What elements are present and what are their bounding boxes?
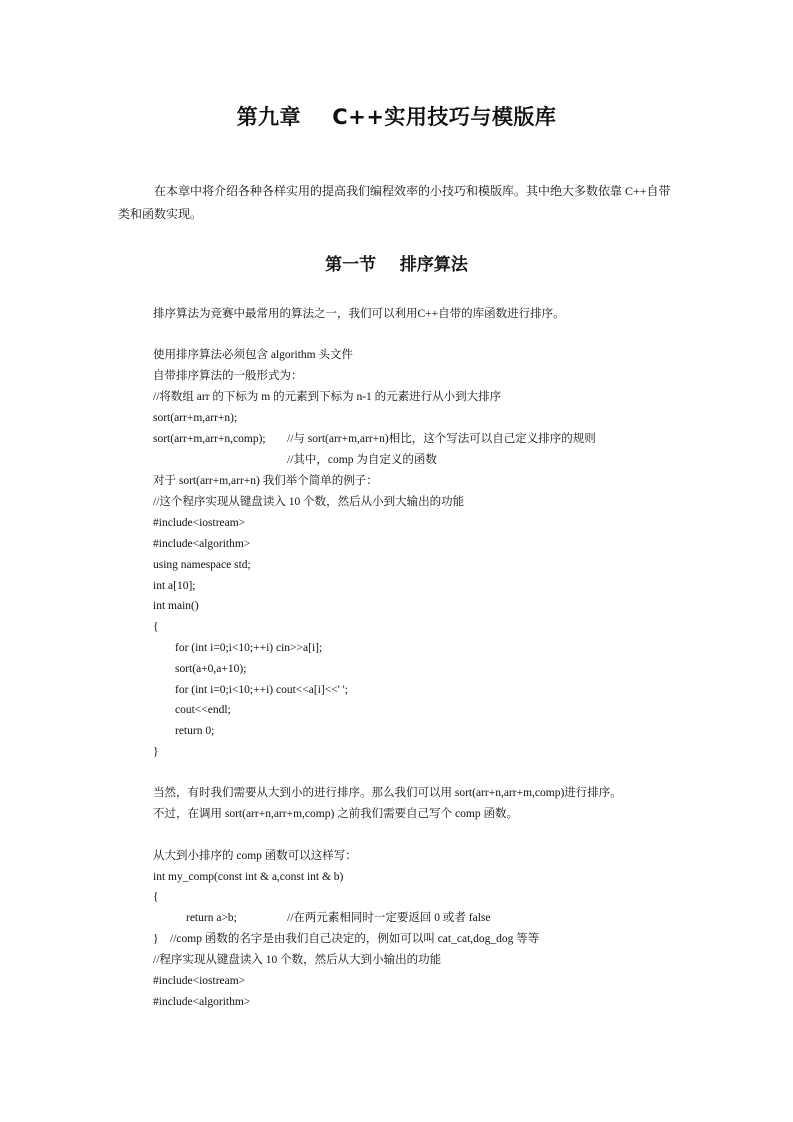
section-title: 第一节 排序算法 [325, 255, 468, 275]
text-line: 从大到小排序的 comp 函数可以这样写： [153, 850, 357, 862]
text-line: 排序算法为竞赛中最常用的算法之一，我们可以利用C++自带的库函数进行排序。 [153, 308, 565, 320]
code-comment: //程序实现从键盘读入 10 个数，然后从大到小输出的功能 [153, 954, 442, 966]
code-line: using namespace std; [153, 559, 251, 571]
code-line: { [153, 891, 159, 903]
code-line: int my_comp(const int & a,const int & b) [153, 871, 344, 883]
text-line: 对于 sort(arr+m,arr+n) 我们举个简单的例子： [153, 475, 378, 487]
code-line: for (int i=0;i<10;++i) cin>>a[i]; [175, 642, 323, 654]
code-line: return 0; [175, 725, 215, 737]
code-comment: //与 sort(arr+m,arr+n)相比，这个写法可以自己定义排序的规则 [287, 433, 596, 445]
text-line: 不过，在调用 sort(arr+n,arr+m,comp) 之前我们需要自己写个 comp 函数。 [153, 808, 518, 820]
code-line: sort(arr+m,arr+n,comp); [153, 433, 266, 445]
code-comment: //将数组 arr 的下标为 m 的元素到下标为 n-1 的元素进行从小到大排序 [153, 391, 502, 403]
text-line: 使用排序算法必须包含 algorithm 头文件 [153, 349, 353, 361]
code-line: #include<algorithm> [153, 996, 251, 1008]
code-line: } [153, 746, 159, 758]
chapter-title: 第九章 C++实用技巧与模版库 [236, 105, 557, 129]
text-line: 自带排序算法的一般形式为： [153, 370, 303, 382]
code-comment: //其中，comp 为自定义的函数 [287, 454, 437, 466]
code-line: #include<algorithm> [153, 538, 251, 550]
code-line: int main() [153, 600, 199, 612]
code-line: } //comp 函数的名字是由我们自己决定的，例如可以叫 cat_cat,dog_dog 等等 [153, 933, 540, 945]
intro-paragraph: 在本章中将介绍各种各样实用的提高我们编程效率的小技巧和模版库。其中绝大多数依靠 C++自带类和函数实现。 [118, 184, 671, 221]
code-line: int a[10]; [153, 580, 196, 592]
code-line: #include<iostream> [153, 975, 246, 987]
code-comment: //在两元素相同时一定要返回 0 或者 false [287, 912, 491, 924]
code-line: sort(arr+m,arr+n); [153, 412, 238, 424]
code-line: for (int i=0;i<10;++i) cout<<a[i]<<' '; [175, 684, 348, 696]
code-line: { [153, 621, 159, 633]
code-line: cout<<endl; [175, 704, 231, 716]
code-line: sort(a+0,a+10); [175, 663, 247, 675]
text-line: 当然，有时我们需要从大到小的进行排序。那么我们可以用 sort(arr+n,arr+m,comp)进行排序。 [153, 787, 622, 799]
code-line: return a>b; [186, 912, 237, 924]
code-line: #include<iostream> [153, 517, 246, 529]
code-comment: //这个程序实现从键盘读入 10 个数，然后从小到大输出的功能 [153, 496, 465, 508]
